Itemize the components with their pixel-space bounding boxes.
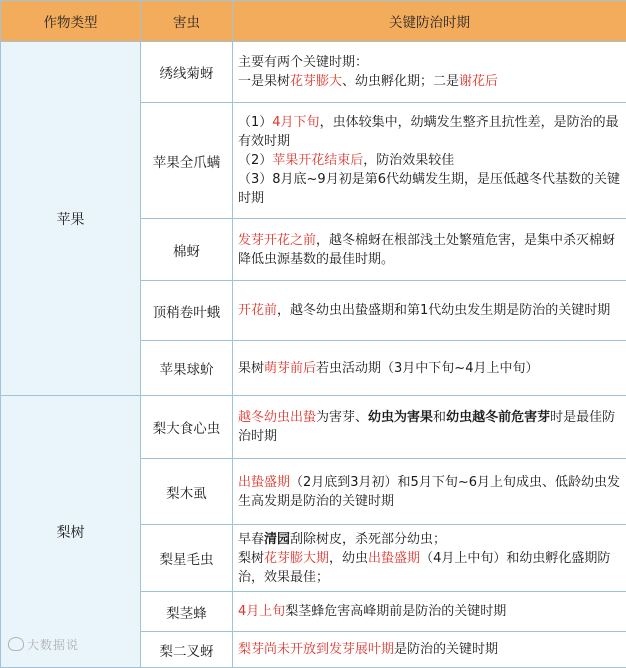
highlighted-term: 谢花后 xyxy=(459,74,498,89)
period-text: 和 xyxy=(433,410,446,425)
period-line xyxy=(238,549,621,587)
pest-cell: 苹果全爪螨 xyxy=(141,103,233,219)
highlighted-term: 发芽开花之前 xyxy=(238,233,316,248)
highlighted-term: 苹果开花结束后 xyxy=(272,153,363,168)
bold-term: 幼虫越冬前危害芽 xyxy=(446,410,550,425)
period-line xyxy=(238,231,621,269)
highlighted-term: 越冬幼虫出蛰 xyxy=(238,410,316,425)
pest-cell: 梨星毛虫 xyxy=(141,525,233,592)
header-crop: 作物类型 xyxy=(1,1,141,42)
bold-term: 幼虫为害果 xyxy=(368,410,433,425)
header-row xyxy=(1,1,626,42)
period-text: 时是最佳防治时期 xyxy=(238,410,615,444)
period-text: 梨树 xyxy=(238,551,264,566)
period-line xyxy=(238,151,621,170)
header-period: 关键防治时期 xyxy=(233,1,626,42)
pest-cell: 苹果球蚧 xyxy=(141,341,233,396)
crop-cell-pear: 梨树 xyxy=(1,396,141,668)
highlighted-term: 花芽膨大期 xyxy=(264,551,329,566)
period-text: 、幼虫孵化期；二是 xyxy=(342,74,459,89)
pest-cell: 梨茎蜂 xyxy=(141,592,233,632)
watermark-text: 大数据说 xyxy=(27,638,79,652)
period-cell xyxy=(233,219,626,281)
pest-cell: 梨木虱 xyxy=(141,459,233,525)
period-text: （2） xyxy=(238,153,272,168)
period-text: 是防治的关键时期 xyxy=(394,642,498,657)
table-row xyxy=(1,42,626,103)
period-text: 为害芽、 xyxy=(316,410,368,425)
period-text: 主要有两个关键时期： xyxy=(238,55,368,70)
period-line xyxy=(238,473,621,511)
pest-cell: 顶稍卷叶蛾 xyxy=(141,281,233,341)
period-line xyxy=(238,602,621,621)
period-cell xyxy=(233,281,626,341)
pest-cell: 绣线菊蚜 xyxy=(141,42,233,103)
period-text: 刮除树皮，杀死部分幼虫； xyxy=(290,532,446,547)
pest-cell: 梨大食心虫 xyxy=(141,396,233,459)
period-cell xyxy=(233,396,626,459)
pest-cell: 棉蚜 xyxy=(141,219,233,281)
highlighted-term: 出蛰盛期 xyxy=(368,551,420,566)
period-text: ，防治效果较佳 xyxy=(363,153,454,168)
period-text: ，幼虫 xyxy=(329,551,368,566)
highlighted-term: 花芽膨大 xyxy=(290,74,342,89)
period-text: 梨茎蜂危害高峰期前是防治的关键时期 xyxy=(285,604,506,619)
period-cell xyxy=(233,525,626,592)
period-line xyxy=(238,408,621,446)
period-line xyxy=(238,359,621,378)
period-line xyxy=(238,301,621,320)
highlighted-term: 开花前 xyxy=(238,303,277,318)
highlighted-term: 梨芽尚未开放到发芽展叶期 xyxy=(238,642,394,657)
period-cell xyxy=(233,103,626,219)
period-text: 若虫活动期（3月中下旬~4月上中旬） xyxy=(316,361,538,376)
highlighted-term: 4月下旬 xyxy=(272,115,319,130)
period-cell xyxy=(233,341,626,396)
period-text: 一是果树 xyxy=(238,74,290,89)
period-text: ，虫体较集中，幼螨发生整齐且抗性差，是防治的最有效时期 xyxy=(238,115,619,149)
period-text: （2月底到3月初）和5月下旬~6月上旬成虫、低龄幼虫发生高发期是防治的关键时期 xyxy=(238,475,620,509)
period-cell xyxy=(233,42,626,103)
bubble-logo-icon xyxy=(8,637,24,651)
period-text: （4月上中旬）和幼虫孵化盛期防治，效果最佳； xyxy=(238,551,610,585)
highlighted-term: 出蛰盛期 xyxy=(238,475,290,490)
period-text: ，越冬棉蚜在根部浅土处繁殖危害，是集中杀灭棉蚜降低虫源基数的最佳时期。 xyxy=(238,233,615,267)
period-line xyxy=(238,113,621,151)
table-row xyxy=(1,396,626,459)
period-cell xyxy=(233,592,626,632)
bold-term: 清园 xyxy=(264,532,290,547)
watermark xyxy=(8,636,79,653)
period-cell xyxy=(233,632,626,668)
highlighted-term: 4月上旬 xyxy=(238,604,285,619)
period-text: ，越冬幼虫出蛰盛期和第1代幼虫发生期是防治的关键时期 xyxy=(277,303,610,318)
period-line xyxy=(238,640,621,659)
period-line xyxy=(238,72,621,91)
crop-cell-apple: 苹果 xyxy=(1,42,141,396)
period-cell xyxy=(233,459,626,525)
period-text: （1） xyxy=(238,115,272,130)
period-line xyxy=(238,53,621,72)
pest-cell: 梨二叉蚜 xyxy=(141,632,233,668)
period-text: 果树 xyxy=(238,361,264,376)
header-pest: 害虫 xyxy=(141,1,233,42)
period-text: （3）8月底~9月初是第6代幼螨发生期，是压低越冬代基数的关键时期 xyxy=(238,172,620,206)
period-line xyxy=(238,530,621,549)
period-line xyxy=(238,170,621,208)
period-text: 早春 xyxy=(238,532,264,547)
highlighted-term: 萌芽前后 xyxy=(264,361,316,376)
